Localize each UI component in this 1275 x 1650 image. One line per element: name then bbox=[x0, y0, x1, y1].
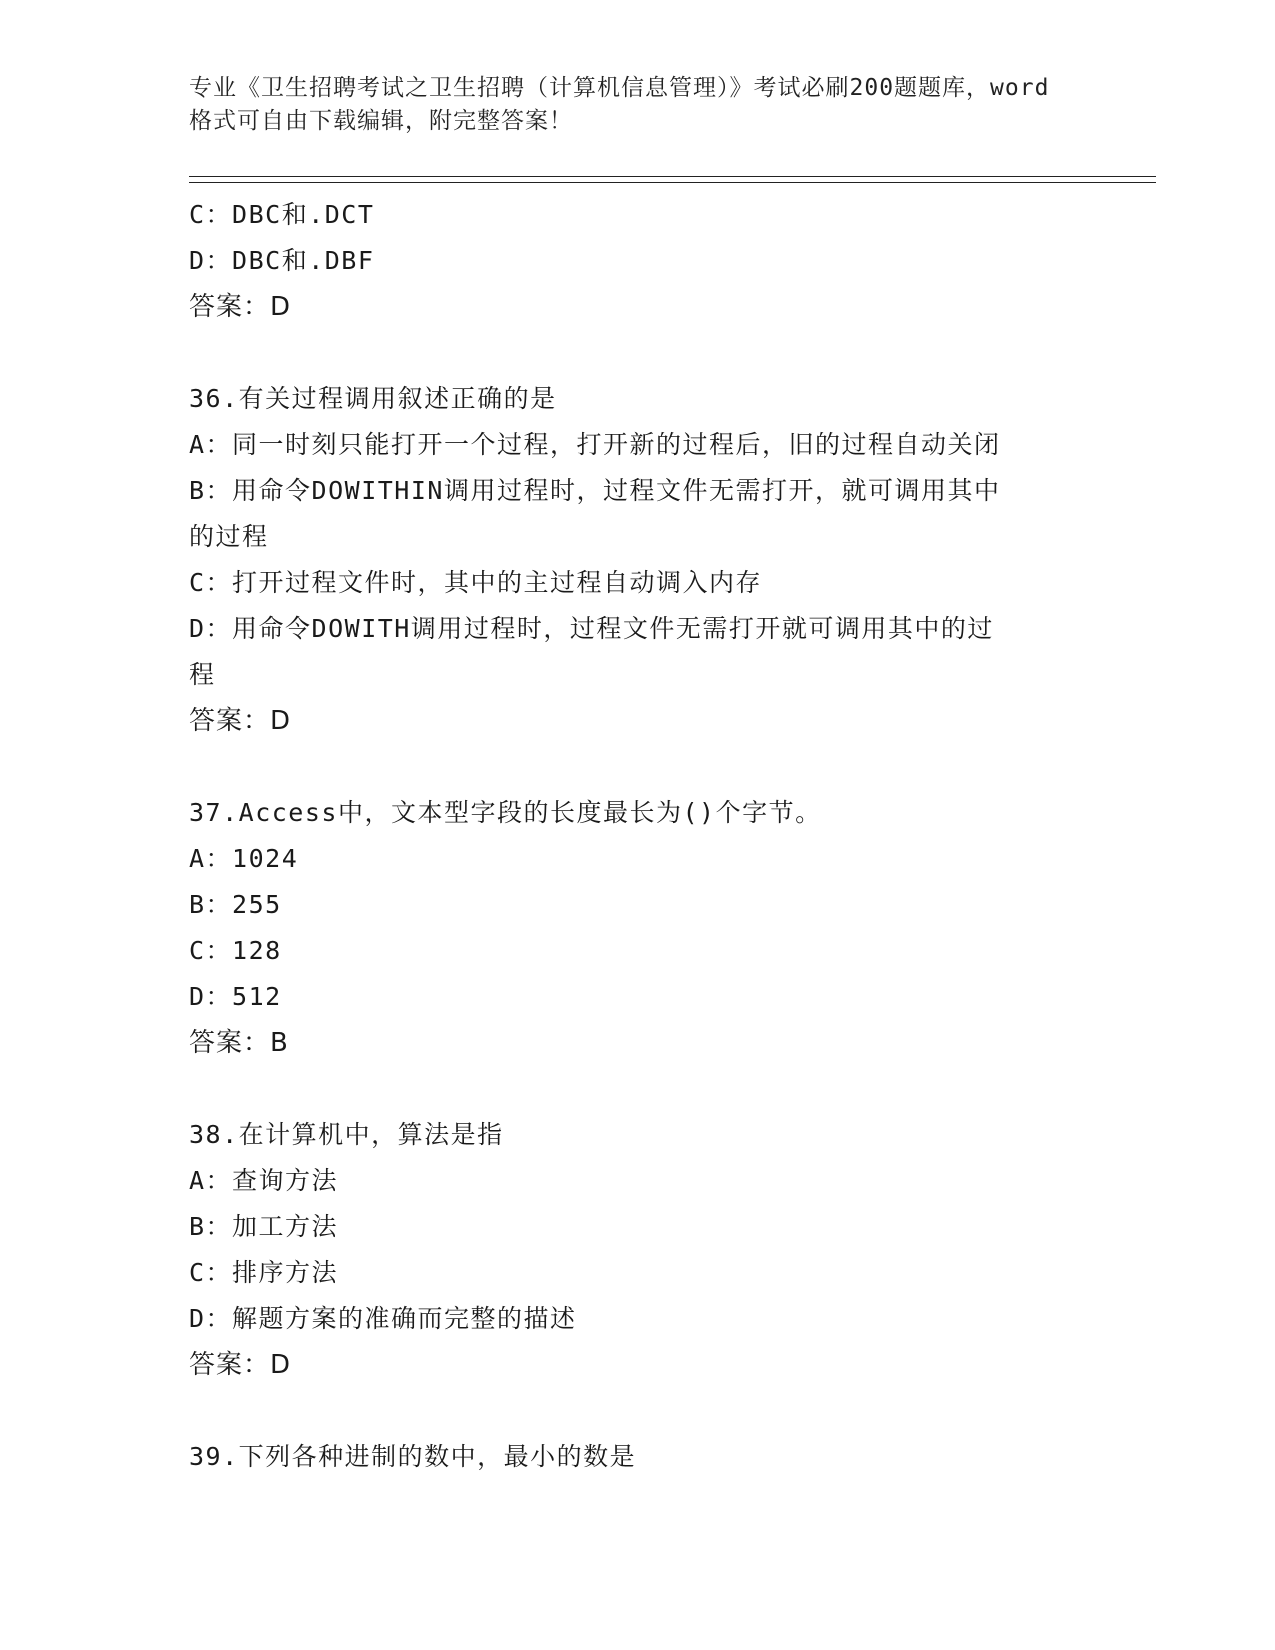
question-text: 38.在计算机中，算法是指 bbox=[189, 1120, 504, 1149]
spacer bbox=[189, 1388, 1089, 1434]
question-37 bbox=[189, 790, 1089, 1066]
answer-text: 答案：D bbox=[189, 1350, 292, 1380]
option-c: C：打开过程文件时，其中的主过程自动调入内存 bbox=[189, 568, 763, 597]
question-list bbox=[189, 192, 1089, 1480]
option-d: D：解题方案的准确而完整的描述 bbox=[189, 1304, 577, 1333]
header-divider-top bbox=[189, 176, 1156, 177]
answer-text: 答案：B bbox=[189, 1028, 289, 1058]
question-text: 37.Access中，文本型字段的长度最长为()个字节。 bbox=[189, 798, 822, 827]
option-b: B：255 bbox=[189, 890, 282, 919]
question-39 bbox=[189, 1434, 1089, 1480]
option-a: A：1024 bbox=[189, 844, 299, 873]
answer-text: 答案：D bbox=[189, 706, 292, 736]
option-c: C：排序方法 bbox=[189, 1258, 339, 1287]
spacer bbox=[189, 330, 1089, 376]
option-a: A：查询方法 bbox=[189, 1166, 339, 1195]
option-c: C：DBC和.DCT bbox=[189, 200, 375, 229]
question-38 bbox=[189, 1112, 1089, 1388]
header-divider-bottom bbox=[189, 182, 1156, 183]
question-36 bbox=[189, 376, 1089, 744]
question-text: 36.有关过程调用叙述正确的是 bbox=[189, 384, 557, 413]
answer-text: 答案：D bbox=[189, 292, 292, 322]
option-d: D：512 bbox=[189, 982, 282, 1011]
option-b-continued: 的过程 bbox=[189, 522, 269, 551]
option-d: D：用命令DOWITH调用过程时，过程文件无需打开就可调用其中的过 bbox=[189, 614, 994, 643]
header-title-line-1: 专业《卫生招聘考试之卫生招聘（计算机信息管理）》考试必刷200题题库，word bbox=[189, 75, 1050, 101]
question-35-continued bbox=[189, 192, 1089, 330]
option-a: A：同一时刻只能打开一个过程，打开新的过程后，旧的过程自动关闭 bbox=[189, 430, 1001, 459]
document-header bbox=[189, 72, 1089, 138]
option-b: B：用命令DOWITHIN调用过程时，过程文件无需打开，就可调用其中 bbox=[189, 476, 1001, 505]
spacer bbox=[189, 1066, 1089, 1112]
question-text: 39.下列各种进制的数中，最小的数是 bbox=[189, 1442, 637, 1471]
spacer bbox=[189, 744, 1089, 790]
header-title-line-2: 格式可自由下载编辑，附完整答案！ bbox=[189, 108, 573, 134]
option-d-continued: 程 bbox=[189, 660, 216, 689]
option-c: C：128 bbox=[189, 936, 282, 965]
option-b: B：加工方法 bbox=[189, 1212, 339, 1241]
option-d: D：DBC和.DBF bbox=[189, 246, 375, 275]
